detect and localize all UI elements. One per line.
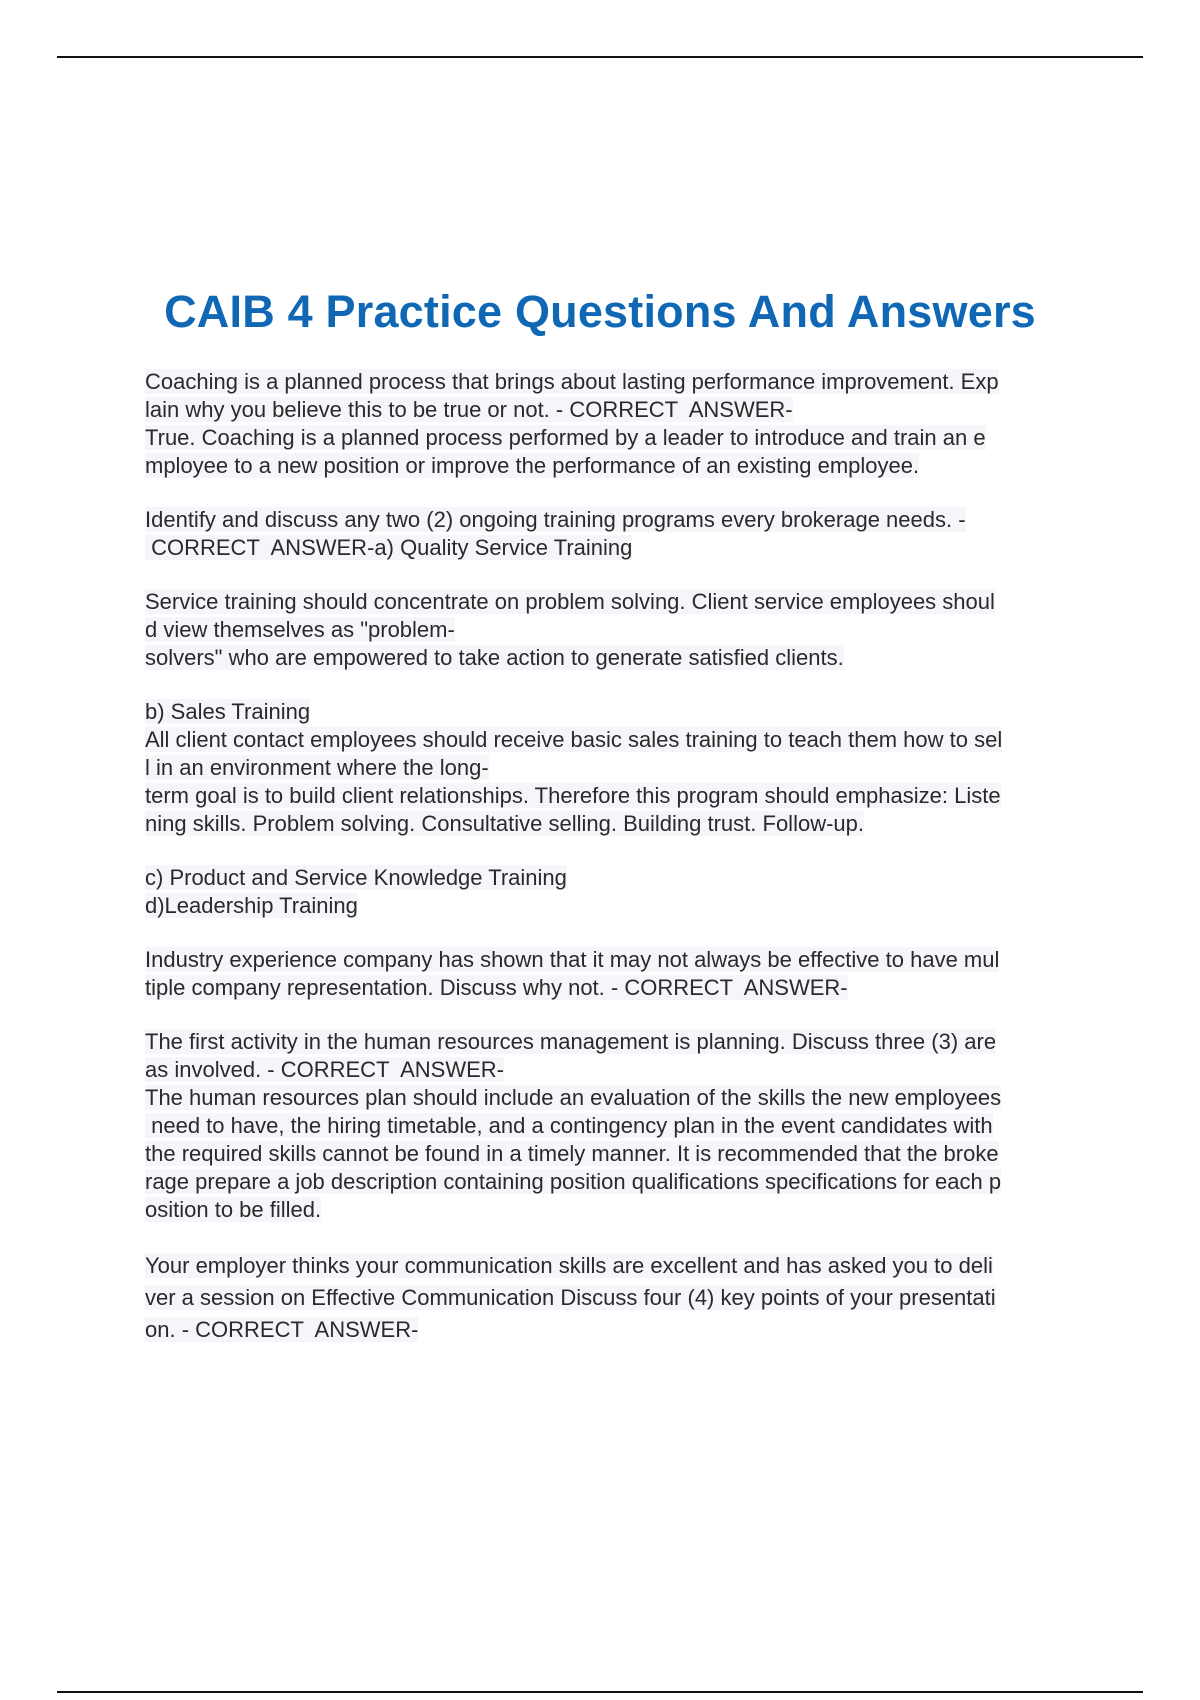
page-title: CAIB 4 Practice Questions And Answers — [164, 286, 1036, 337]
text-line: b) Sales Training — [145, 699, 311, 724]
top-divider — [57, 56, 1143, 58]
text-line: as involved. - CORRECT ANSWER- — [145, 1057, 505, 1082]
text-line: CORRECT ANSWER-a) Quality Service Training — [145, 535, 633, 560]
text-line: Industry experience company has shown that it may not always be effective to have mul — [145, 947, 1000, 972]
text-line: osition to be filled. — [145, 1197, 322, 1222]
text-line: l in an environment where the long- — [145, 755, 489, 780]
qa-paragraph-company-representation — [145, 946, 1095, 1002]
text-line: Service training should concentrate on problem solving. Client service employees shoul — [145, 589, 995, 614]
document-body — [145, 368, 1095, 1372]
text-line: mployee to a new position or improve the performance of an existing employee. — [145, 453, 920, 478]
text-line: on. - CORRECT ANSWER- — [145, 1317, 419, 1342]
text-line: need to have, the hiring timetable, and a contingency plan in the event candidates with — [145, 1113, 993, 1138]
text-line: d)Leadership Training — [145, 893, 358, 918]
qa-paragraph-coaching — [145, 368, 1095, 480]
paragraph-other-trainings — [145, 864, 1095, 920]
text-line: d view themselves as "problem- — [145, 617, 455, 642]
text-line: Coaching is a planned process that brings about lasting performance improvement. Exp — [145, 369, 999, 394]
text-line: tiple company representation. Discuss why not. - CORRECT ANSWER- — [145, 975, 848, 1000]
text-line: solvers" who are empowered to take action to generate satisfied clients. — [145, 645, 844, 670]
text-line: Identify and discuss any two (2) ongoing training programs every brokerage needs. - — [145, 507, 966, 532]
text-line: Your employer thinks your communication skills are excellent and has asked you to deli — [145, 1253, 993, 1278]
text-line: The first activity in the human resources management is planning. Discuss three (3) are — [145, 1029, 997, 1054]
text-line: ning skills. Problem solving. Consultative selling. Building trust. Follow-up. — [145, 811, 864, 836]
text-line: True. Coaching is a planned process performed by a leader to introduce and train an e — [145, 425, 986, 450]
text-line: rage prepare a job description containing position qualifications specifications for each p — [145, 1169, 1002, 1194]
bottom-divider — [57, 1691, 1143, 1693]
text-line: c) Product and Service Knowledge Training — [145, 865, 567, 890]
qa-paragraph-communication — [145, 1250, 1095, 1346]
paragraph-service-training — [145, 588, 1095, 672]
paragraph-sales-training — [145, 698, 1095, 838]
text-line: The human resources plan should include an evaluation of the skills the new employees — [145, 1085, 1002, 1110]
text-line: ver a session on Effective Communication Discuss four (4) key points of your presentati — [145, 1285, 996, 1310]
text-line: term goal is to build client relationships. Therefore this program should emphasize: Liste — [145, 783, 1001, 808]
qa-paragraph-hr-planning — [145, 1028, 1095, 1224]
qa-paragraph-training-programs — [145, 506, 1095, 562]
text-line: the required skills cannot be found in a timely manner. It is recommended that the broke — [145, 1141, 999, 1166]
text-line: All client contact employees should receive basic sales training to teach them how to sel — [145, 727, 1003, 752]
text-line: lain why you believe this to be true or not. - CORRECT ANSWER- — [145, 397, 793, 422]
